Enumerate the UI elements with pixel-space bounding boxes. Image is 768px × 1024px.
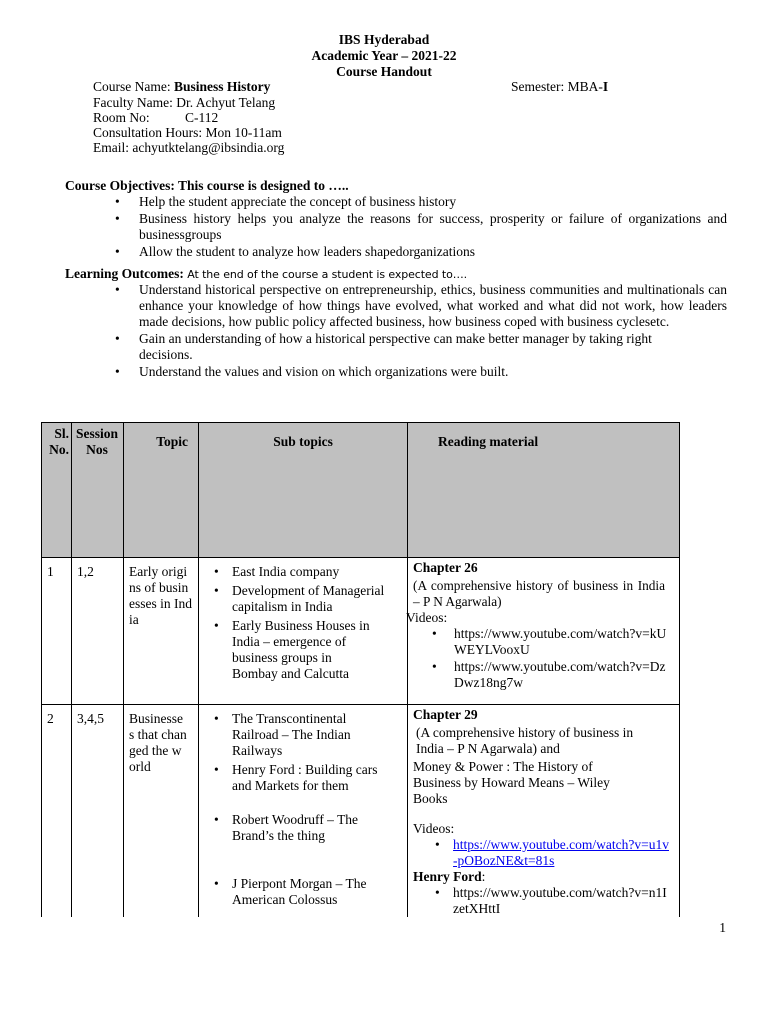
cell-topic [124, 705, 199, 918]
list-item [115, 282, 727, 330]
list-item [214, 564, 372, 580]
semester-value: I [602, 79, 609, 94]
document-title: Course Handout [336, 64, 432, 79]
cell-sl [42, 705, 72, 918]
videos-label: Videos: [413, 821, 455, 836]
list-item-text: J Pierpont Morgan – The American Colossus [232, 876, 367, 907]
header-session-text: Session Nos [76, 426, 119, 457]
header-subtopics-text: Sub topics [273, 434, 333, 449]
video-link[interactable]: https://www.youtube.com/watch?v=n1IzetXHttI [453, 885, 667, 916]
table-row [42, 558, 680, 705]
objectives-list [115, 194, 727, 260]
subtopics-list [199, 705, 392, 908]
bullet-icon: • [115, 244, 120, 259]
bullet-icon: • [115, 364, 120, 379]
list-item [115, 244, 727, 260]
room-no [93, 110, 219, 126]
list-item [214, 583, 400, 615]
reading-material [408, 705, 679, 917]
header-session [72, 423, 124, 558]
cell-topic-text: Businesses that changed the world [129, 711, 187, 774]
video-link[interactable]: https://www.youtube.com/watch?v=DzDwz18ng7w [454, 659, 666, 690]
list-item-text: East India company [232, 564, 340, 579]
outcomes-heading [65, 266, 467, 283]
institute-title: IBS Hyderabad [338, 32, 430, 47]
bullet-icon: • [214, 876, 219, 891]
cell-session-text: 3,4,5 [77, 711, 104, 726]
room-label: Room No: [93, 110, 150, 125]
list-item [214, 812, 372, 844]
bullet-icon: • [214, 812, 219, 827]
reading-material [408, 558, 679, 691]
list-item [432, 626, 674, 658]
bullet-icon: • [432, 659, 437, 674]
video-links [413, 626, 674, 691]
list-item-text: Gain an understanding of how a historical perspective can make better manager by taking right decisions. [139, 331, 652, 362]
header-sl-text: Sl. No. [49, 426, 69, 457]
cell-subtopics [199, 705, 408, 918]
list-item-text: Understand historical perspective on entrepreneurship, ethics, business communities and multinationals can enhance your knowledge of how things have evolved, what worked and what did not work, how leaders made decisions, how public policy affected business, how business coped with business cyclesetc. [139, 282, 727, 329]
course-name [93, 79, 270, 95]
list-item [115, 211, 727, 243]
bullet-icon: • [214, 711, 219, 726]
bullet-icon: • [115, 194, 120, 209]
objectives-heading [65, 178, 349, 194]
semester [511, 79, 608, 95]
list-item [115, 331, 669, 363]
table-row [42, 705, 680, 918]
list-item [214, 876, 382, 908]
header-topic [124, 423, 199, 558]
cell-subtopics [199, 558, 408, 705]
list-item-text: Help the student appreciate the concept of business history [139, 194, 457, 209]
cell-reading [408, 705, 680, 918]
list-item [435, 837, 671, 869]
list-item-text: Early Business Houses in India – emergence of business groups in Bombay and Calcutta [232, 618, 370, 681]
list-item-text: Robert Woodruff – The Brand’s the thing [232, 812, 359, 843]
academic-year: Academic Year – 2021-22 [311, 48, 457, 63]
list-item [115, 194, 727, 210]
schedule-table [41, 422, 680, 917]
book-reference-2: Money & Power : The History of Business by Howard Means – Wiley Books [413, 759, 610, 806]
videos-label: Videos: [406, 610, 448, 625]
header-sl [42, 423, 72, 558]
book-reference: (A comprehensive history of business in India – P N Agarwala) [413, 578, 666, 609]
list-item-text: Understand the values and vision on which organizations were built. [139, 364, 509, 379]
list-item [115, 364, 727, 380]
video-links [413, 885, 671, 917]
semester-label: Semester: MBA- [511, 79, 603, 94]
outcomes-heading-label: Learning Outcomes: [65, 266, 184, 281]
cell-sl-text: 2 [47, 711, 54, 726]
cell-session [72, 705, 124, 918]
bullet-icon: • [115, 211, 120, 226]
cell-session-text: 1,2 [77, 564, 94, 579]
course-name-value: Business History [173, 79, 271, 94]
list-item-text: Development of Managerial capitalism in India [232, 583, 385, 614]
header-reading-text: Reading material [438, 434, 539, 449]
bullet-icon: • [115, 282, 120, 297]
cell-topic [124, 558, 199, 705]
header-subtopics [199, 423, 408, 558]
faculty-name: Faculty Name: Dr. Achyut Telang [93, 95, 276, 110]
book-reference: (A comprehensive history of business in India – P N Agarwala) and [416, 725, 634, 756]
page-number: 1 [719, 920, 726, 935]
cell-sl-text: 1 [47, 564, 54, 579]
chapter-label: Chapter 29 [413, 707, 478, 722]
bullet-icon: • [435, 885, 440, 900]
list-item [214, 762, 392, 794]
header-topic-text: Topic [156, 434, 189, 449]
list-item-text: Business history helps you analyze the reasons for success, prosperity or failure of organizations and businessgroups [139, 211, 727, 242]
chapter-label: Chapter 26 [413, 560, 478, 575]
bullet-icon: • [214, 618, 219, 633]
course-name-label: Course Name: [93, 79, 171, 94]
bullet-icon: • [115, 331, 120, 346]
video-links [413, 837, 671, 869]
list-item-text: Henry Ford : Building cars and Markets for them [232, 762, 378, 793]
bullet-icon: • [214, 762, 219, 777]
video-link[interactable]: https://www.youtube.com/watch?v=kUWEYLVooxU [454, 626, 667, 657]
outcomes-list [115, 282, 727, 380]
list-item [435, 885, 671, 917]
video-link[interactable]: https://www.youtube.com/watch?v=u1v-pOBozNE&t=81s [453, 837, 669, 868]
table-header-row [42, 423, 680, 558]
list-item-text: The Transcontinental Railroad – The Indian Railways [232, 711, 351, 758]
subtopics-list [199, 558, 385, 682]
bullet-icon: • [214, 564, 219, 579]
cell-sl [42, 558, 72, 705]
cell-session [72, 558, 124, 705]
email: Email: achyutktelang@ibsindia.org [93, 140, 285, 155]
henry-ford-label: Henry Ford [413, 869, 482, 884]
list-item [432, 659, 674, 691]
bullet-icon: • [435, 837, 440, 852]
bullet-icon: • [214, 583, 219, 598]
outcomes-intro: At the end of the course a student is expected to…. [187, 268, 468, 281]
room-value: C-112 [185, 110, 219, 125]
list-item [214, 618, 372, 682]
bullet-icon: • [432, 626, 437, 641]
henry-ford-colon: : [481, 869, 486, 884]
list-item [214, 711, 392, 759]
consultation-hours: Consultation Hours: Mon 10-11am [93, 125, 282, 140]
cell-topic-text: Early origins of businesses in India [129, 564, 193, 627]
header-reading [408, 423, 680, 558]
list-item-text: Allow the student to analyze how leaders shapedorganizations [139, 244, 476, 259]
cell-reading [408, 558, 680, 705]
objectives-heading-text: Course Objectives: This course is designed to ….. [65, 178, 349, 193]
